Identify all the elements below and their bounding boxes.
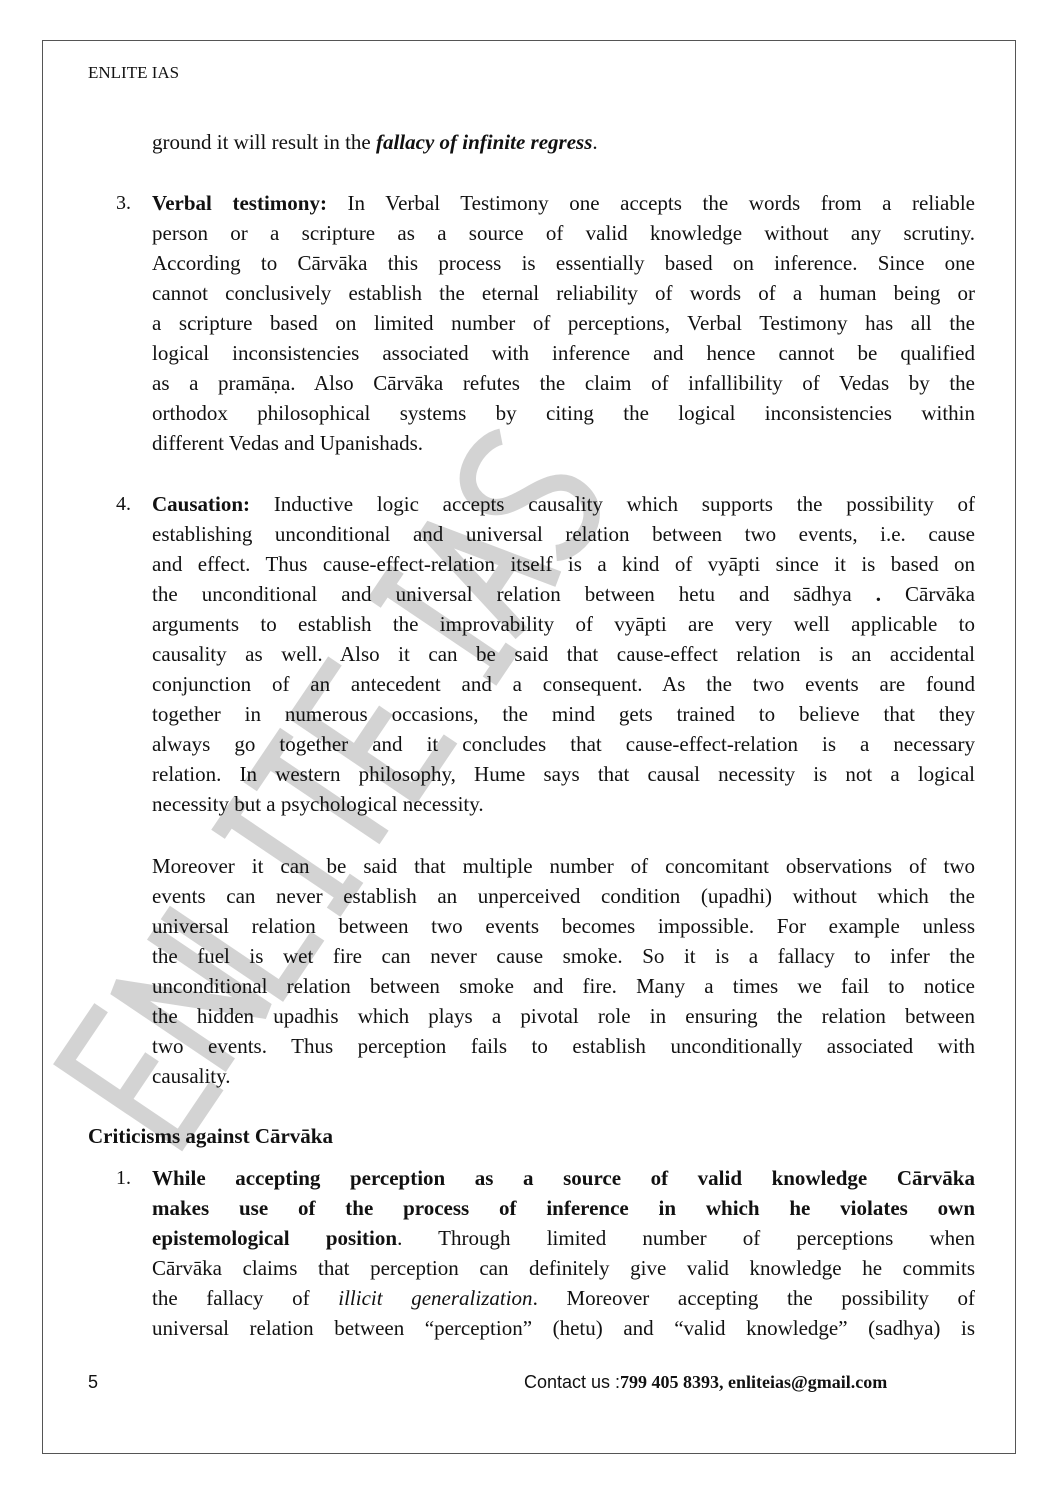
contact-label: Contact us :	[524, 1372, 621, 1392]
text-line: as a pramāṇa. Also Cārvāka refutes the claim of infallibility of Vedas by the	[152, 371, 975, 395]
emphasis-bold: While accepting perception as a source of valid knowledge Cārvāka	[152, 1166, 975, 1190]
list-number: 4.	[116, 493, 131, 515]
list-number: 1.	[116, 1167, 131, 1189]
section-heading: Criticisms against Cārvāka	[88, 1124, 333, 1148]
text-line: necessity but a psychological necessity.	[152, 792, 484, 816]
text-line: logical inconsistencies associated with inference and hence cannot be qualified	[152, 341, 975, 365]
text-line: the fallacy of illicit generalization. Moreover accepting the possibility of	[152, 1286, 975, 1310]
text-line: the unconditional and universal relation between hetu and sādhya . Cārvāka	[152, 582, 975, 606]
paragraph	[116, 188, 975, 458]
text-line: different Vedas and Upanishads.	[152, 431, 423, 455]
text-line	[152, 1163, 975, 1193]
text-line: and effect. Thus cause-effect-relation itself is a kind of vyāpti since it is based on	[152, 552, 975, 576]
text-line: relation. In western philosophy, Hume says that causal necessity is not a logical	[152, 762, 975, 786]
emphasis-bold: Verbal testimony:	[152, 191, 327, 215]
page-number: 5	[88, 1372, 99, 1392]
text-line	[152, 1193, 975, 1223]
running-header: ENLITE IAS	[88, 63, 180, 82]
text-line: establishing unconditional and universal relation between two events, i.e. cause	[152, 522, 975, 546]
emphasis-bold: makes use of the process of inference in which he violates own	[152, 1196, 975, 1220]
text-line: causality as well. Also it can be said that cause-effect relation is an accidental	[152, 642, 975, 666]
text-line: According to Cārvāka this process is essentially based on inference. Since one	[152, 251, 975, 275]
paragraph	[152, 851, 975, 1091]
text-line: together in numerous occasions, the mind gets trained to believe that they	[152, 702, 975, 726]
emphasis-bold: .	[875, 582, 881, 606]
text-line: events can never establish an unperceived condition (upadhi) without which the	[152, 884, 975, 908]
text-line: always go together and it concludes that cause-effect-relation is a necessary	[152, 732, 975, 756]
list-number: 3.	[116, 192, 131, 214]
text-line: Moreover it can be said that multiple number of concomitant observations of two	[152, 854, 975, 878]
text-line: Cārvāka claims that perception can definitely give valid knowledge he commits	[152, 1256, 975, 1280]
text-line: two events. Thus perception fails to establish unconditionally associated with	[152, 1034, 975, 1058]
text-line: universal relation between “perception” (hetu) and “valid knowledge” (sadhya) is	[152, 1316, 975, 1340]
text-line: arguments to establish the improvability of vyāpti are very well applicable to	[152, 612, 975, 636]
footer-contact	[524, 1370, 887, 1394]
paragraph	[116, 489, 975, 819]
text-line: universal relation between two events becomes impossible. For example unless	[152, 914, 975, 938]
text-line: the fuel is wet fire can never cause smoke. So it is a fallacy to infer the	[152, 944, 975, 968]
text-line: ground it will result in the fallacy of infinite regress.	[152, 130, 598, 154]
text-line: a scripture based on limited number of perceptions, Verbal Testimony has all the	[152, 311, 975, 335]
paragraph	[152, 127, 975, 157]
text-line: the hidden upadhis which plays a pivotal role in ensuring the relation between	[152, 1004, 975, 1028]
contact-value: 799 405 8393, enliteias@gmail.com	[620, 1372, 888, 1392]
text-line: conjunction of an antecedent and a consequent. As the two events are found	[152, 672, 975, 696]
text-line: cannot conclusively establish the eternal reliability of words of a human being or	[152, 281, 975, 305]
text-line: person or a scripture as a source of valid knowledge without any scrutiny.	[152, 221, 975, 245]
text-line: orthodox philosophical systems by citing the logical inconsistencies within	[152, 401, 975, 425]
emphasis-bold: epistemological position	[152, 1226, 398, 1250]
text-line: epistemological position. Through limited number of perceptions when	[152, 1226, 975, 1250]
text-line: Causation: Inductive logic accepts causality which supports the possibility of	[152, 492, 975, 516]
text-line: unconditional relation between smoke and fire. Many a times we fail to notice	[152, 974, 975, 998]
text-line: causality.	[152, 1064, 231, 1088]
emphasis-italic: illicit generalization	[338, 1286, 533, 1310]
emphasis-bold: Causation:	[152, 492, 251, 516]
emphasis-bold: fallacy of infinite regress	[375, 130, 593, 154]
text-line: Verbal testimony: In Verbal Testimony one accepts the words from a reliable	[152, 191, 975, 215]
paragraph	[116, 1163, 975, 1343]
